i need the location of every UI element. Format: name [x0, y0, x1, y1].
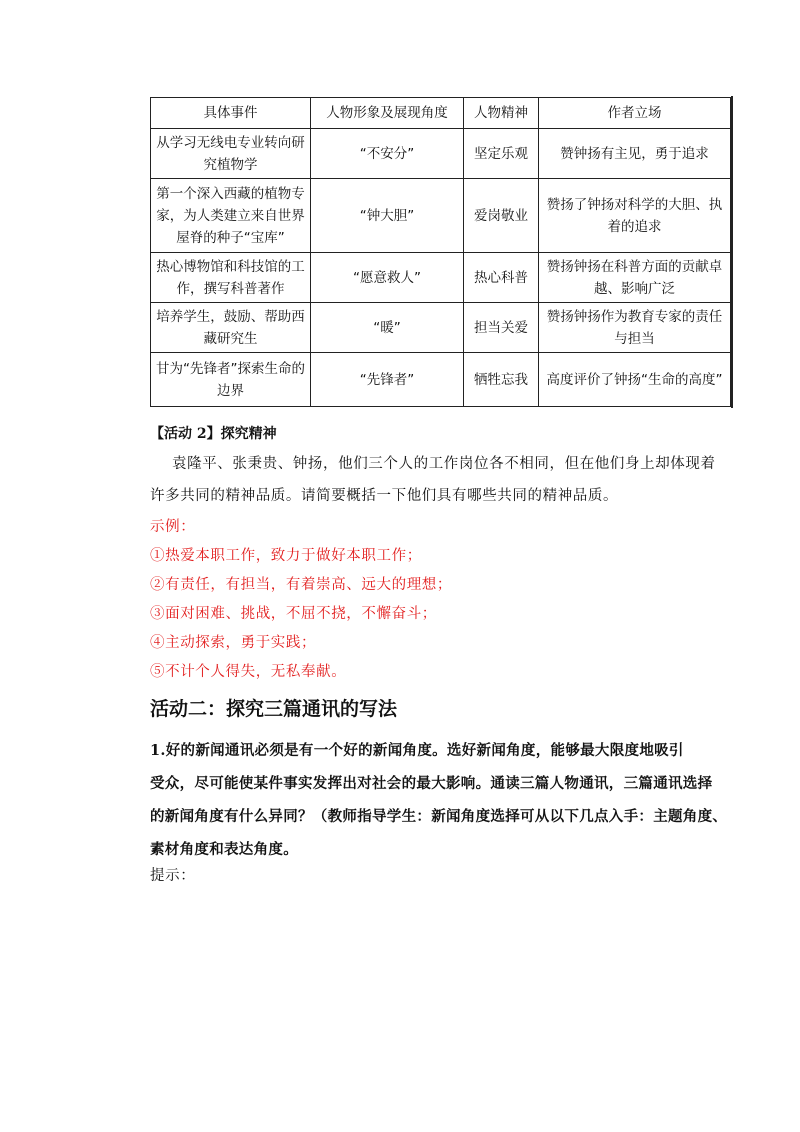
- table-cell: 爱岗敬业: [464, 179, 539, 253]
- table-cell: 赞扬钟扬作为教育专家的责任与担当: [539, 303, 731, 353]
- header-stance: 作者立场: [539, 98, 731, 129]
- answer-item: ④主动探索，勇于实践；: [150, 635, 317, 651]
- table-row: [151, 179, 731, 253]
- table-row: [151, 303, 731, 353]
- table-cell: 牺牲忘我: [464, 353, 539, 407]
- header-spirit: 人物精神: [464, 98, 539, 129]
- answer-item: ①热爱本职工作，致力于做好本职工作；: [150, 548, 422, 564]
- question-line-1: 袁隆平、张秉贵、钟扬，他们三个人的工作岗位各不相同，但在他们身上却体现着: [172, 456, 716, 472]
- question-paragraph-line: 素材角度和表达角度。: [150, 841, 298, 858]
- hint-label: 提示：: [150, 868, 196, 884]
- table-cell: 赞扬钟扬在科普方面的贡献卓越、影响广泛: [539, 253, 731, 303]
- example-label: 示例：: [150, 519, 196, 535]
- table-cell: 热心博物馆和科技馆的工作，撰写科普著作: [151, 253, 311, 303]
- table-header-row: [151, 98, 731, 129]
- table-row: [151, 129, 731, 179]
- table-cell: 甘为“先锋者”探索生命的边界: [151, 353, 311, 407]
- answer-item: ③面对困难、挑战，不屈不挠，不懈奋斗；: [150, 606, 437, 622]
- activity2-heading: 【活动 2】探究精神: [150, 426, 277, 442]
- table-cell: 第一个深入西藏的植物专家，为人类建立来自世界屋脊的种子“宝库”: [151, 179, 311, 253]
- table-cell: 培养学生，鼓励、帮助西藏研究生: [151, 303, 311, 353]
- table-cell: 坚定乐观: [464, 129, 539, 179]
- table-cell: “不安分”: [311, 129, 464, 179]
- answer-item: ②有责任，有担当，有着崇高、远大的理想；: [150, 577, 452, 593]
- question-paragraph-line: 1.好的新闻通讯必须是有一个好的新闻角度。选好新闻角度，能够最大限度地吸引: [150, 742, 684, 759]
- table-cell: 热心科普: [464, 253, 539, 303]
- table-cell: “暖”: [311, 303, 464, 353]
- table-cell: 赞扬了钟扬对科学的大胆、执着的追求: [539, 179, 731, 253]
- table-cell: “先锋者”: [311, 353, 464, 407]
- section-title: 活动二：探究三篇通讯的写法: [150, 698, 398, 720]
- table-right-border: [731, 96, 733, 408]
- summary-table: [150, 97, 731, 407]
- header-event: 具体事件: [151, 98, 311, 129]
- table-row: [151, 353, 731, 407]
- table-cell: 担当关爱: [464, 303, 539, 353]
- question-paragraph-line: 受众，尽可能使某件事实发挥出对社会的最大影响。通读三篇人物通讯，三篇通讯选择: [150, 775, 713, 792]
- question-paragraph-line: 的新闻角度有什么异同？（教师指导学生：新闻角度选择可从以下几点入手：主题角度、: [150, 808, 728, 825]
- header-image: 人物形象及展现角度: [311, 98, 464, 129]
- table-cell: “钟大胆”: [311, 179, 464, 253]
- table-cell: 高度评价了钟扬“生命的高度”: [539, 353, 731, 407]
- question-line-2: 许多共同的精神品质。请简要概括一下他们具有哪些共同的精神品质。: [150, 488, 619, 504]
- answer-item: ⑤不计个人得失，无私奉献。: [150, 664, 347, 680]
- table-cell: 赞钟扬有主见，勇于追求: [539, 129, 731, 179]
- table-row: [151, 253, 731, 303]
- table-cell: 从学习无线电专业转向研究植物学: [151, 129, 311, 179]
- table-cell: “愿意救人”: [311, 253, 464, 303]
